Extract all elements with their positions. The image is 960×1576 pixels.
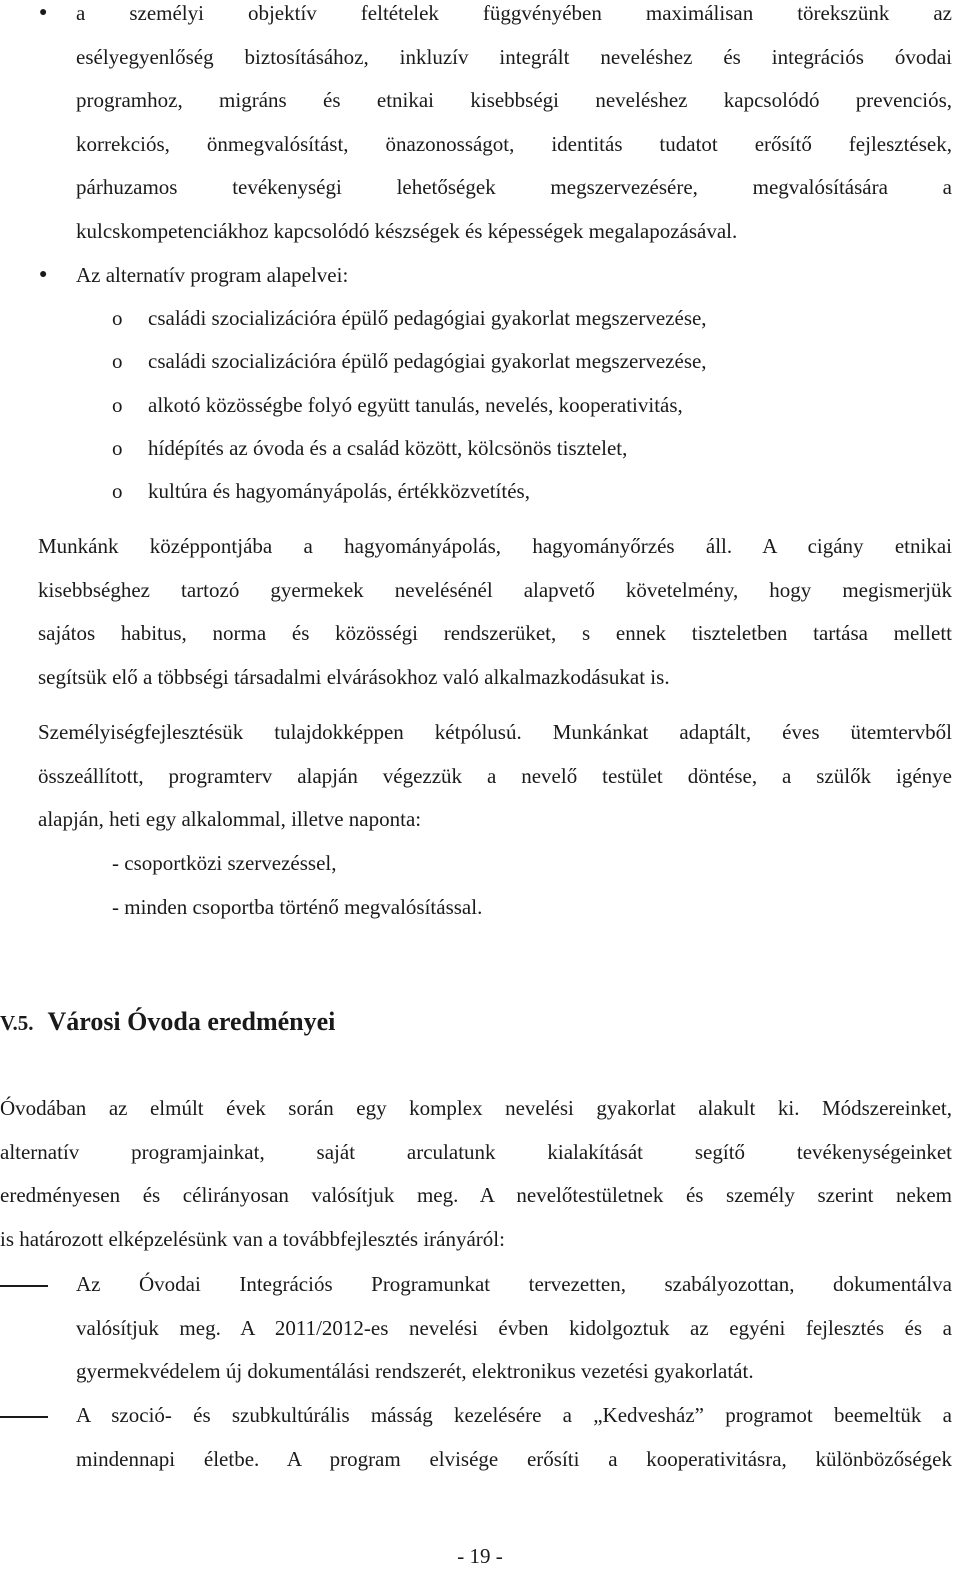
text-line: Munkánk középpontjába a hagyományápolás, hagyományőrzés áll. A cigány etnikai xyxy=(38,534,952,558)
list-marker: o xyxy=(112,349,123,373)
text-line: korrekciós, önmegvalósítást, önazonosságot, identitás tudatot erősítő fejlesztések, xyxy=(76,131,952,156)
text-line: A szoció- és szubkultúrális másság kezelésére a „Kedvesház” programot beemeltük a xyxy=(76,1403,952,1427)
list-marker: o xyxy=(112,479,123,503)
text-line: összeállított, programterv alapján végezzük a nevelő testület döntése, a szülők igénye xyxy=(38,763,952,788)
list-marker: o xyxy=(112,393,123,417)
text-line: a személyi objektív feltételek függvényében maximálisan törekszünk az xyxy=(76,1,952,25)
text-line: eredményesen és célirányosan valósítjuk meg. A nevelőtestületnek és személy szerint nekem xyxy=(0,1183,952,1207)
text-line: gyermekvédelem új dokumentálási rendszerét, elektronikus vezetési gyakorlatát. xyxy=(76,1359,754,1383)
text-line: párhuzamos tevékenységi lehetőségek megszervezésére, megvalósítására a xyxy=(76,175,952,199)
dash-marker xyxy=(0,1285,48,1287)
text-line: kisebbséghez tartozó gyermekek nevelésénél alapvető követelmény, hogy megismerjük xyxy=(38,577,952,602)
text-line: programhoz, migráns és etnikai kisebbségi neveléshez kapcsolódó prevenciós, xyxy=(76,88,952,112)
text-line: kulcskompetenciákhoz kapcsolódó készségek és képességek megalapozásával. xyxy=(76,218,738,243)
organisation-item: - csoportközi szervezéssel, xyxy=(112,851,337,875)
dash-marker xyxy=(0,1416,48,1418)
section-title: Városi Óvoda eredményei xyxy=(47,1007,336,1036)
text-line: Az alternatív program alapelvei: xyxy=(76,263,349,287)
bullet-dot: ● xyxy=(39,267,48,282)
principle-item: hídépítés az óvoda és a család között, kölcsönös tisztelet, xyxy=(148,436,628,460)
principle-item: családi szocializációra épülő pedagógiai gyakorlat megszervezése, xyxy=(148,306,707,330)
organisation-item: - minden csoportba történő megvalósítással. xyxy=(112,895,483,919)
list-marker: o xyxy=(112,306,123,330)
paragraph-results xyxy=(0,1087,952,1261)
bullet-item-principles xyxy=(76,254,952,298)
list-marker: o xyxy=(112,436,123,460)
bullet-item-objectives xyxy=(76,0,952,253)
dash-item-integration xyxy=(76,1263,952,1394)
text-line: alapján, heti egy alkalommal, illetve naponta: xyxy=(38,807,422,831)
paragraph-tradition xyxy=(38,525,952,699)
text-line: is határozott elképzelésünk van a továbbfejlesztés irányáról: xyxy=(0,1226,505,1251)
text-line: Személyiségfejlesztésük tulajdokképpen kétpólusú. Munkánkat adaptált, éves ütemtervből xyxy=(38,720,952,744)
dash-item-kedveshaz xyxy=(76,1394,952,1481)
text-line: Az Óvodai Integrációs Programunkat tervezetten, szabályozottan, dokumentálva xyxy=(76,1272,952,1296)
section-heading xyxy=(0,1000,335,1045)
text-line: valósítjuk meg. A 2011/2012-es nevelési évben kidolgoztuk az egyéni fejlesztés és a xyxy=(76,1315,952,1340)
text-line: sajátos habitus, norma és közösségi rendszerüket, s ennek tiszteletben tartása mellett xyxy=(38,621,952,645)
text-line: segítsük elő a többségi társadalmi elvárásokhoz való alkalmazkodásukat is. xyxy=(38,664,670,689)
text-line: alternatív programjainkat, saját arculatunk kialakítását segítő tevékenységeinket xyxy=(0,1139,952,1164)
paragraph-personality xyxy=(38,711,952,842)
principle-item: kultúra és hagyományápolás, értékközvetítés, xyxy=(148,479,530,503)
section-number: V.5. xyxy=(0,1011,34,1035)
text-line: Óvodában az elmúlt évek során egy komplex nevelési gyakorlat alakult ki. Módszereinket, xyxy=(0,1096,952,1120)
text-line: mindennapi életbe. A program elvisége erősíti a kooperativitásra, különbözőségek xyxy=(76,1446,952,1471)
principle-item: családi szocializációra épülő pedagógiai gyakorlat megszervezése, xyxy=(148,349,707,373)
principle-item: alkotó közösségbe folyó együtt tanulás, nevelés, kooperativitás, xyxy=(148,393,683,417)
bullet-dot: ● xyxy=(39,5,48,20)
page-number: - 19 - xyxy=(457,1544,503,1568)
text-line: esélyegyenlőség biztosításához, inkluzív integrált neveléshez és integrációs óvodai xyxy=(76,44,952,69)
